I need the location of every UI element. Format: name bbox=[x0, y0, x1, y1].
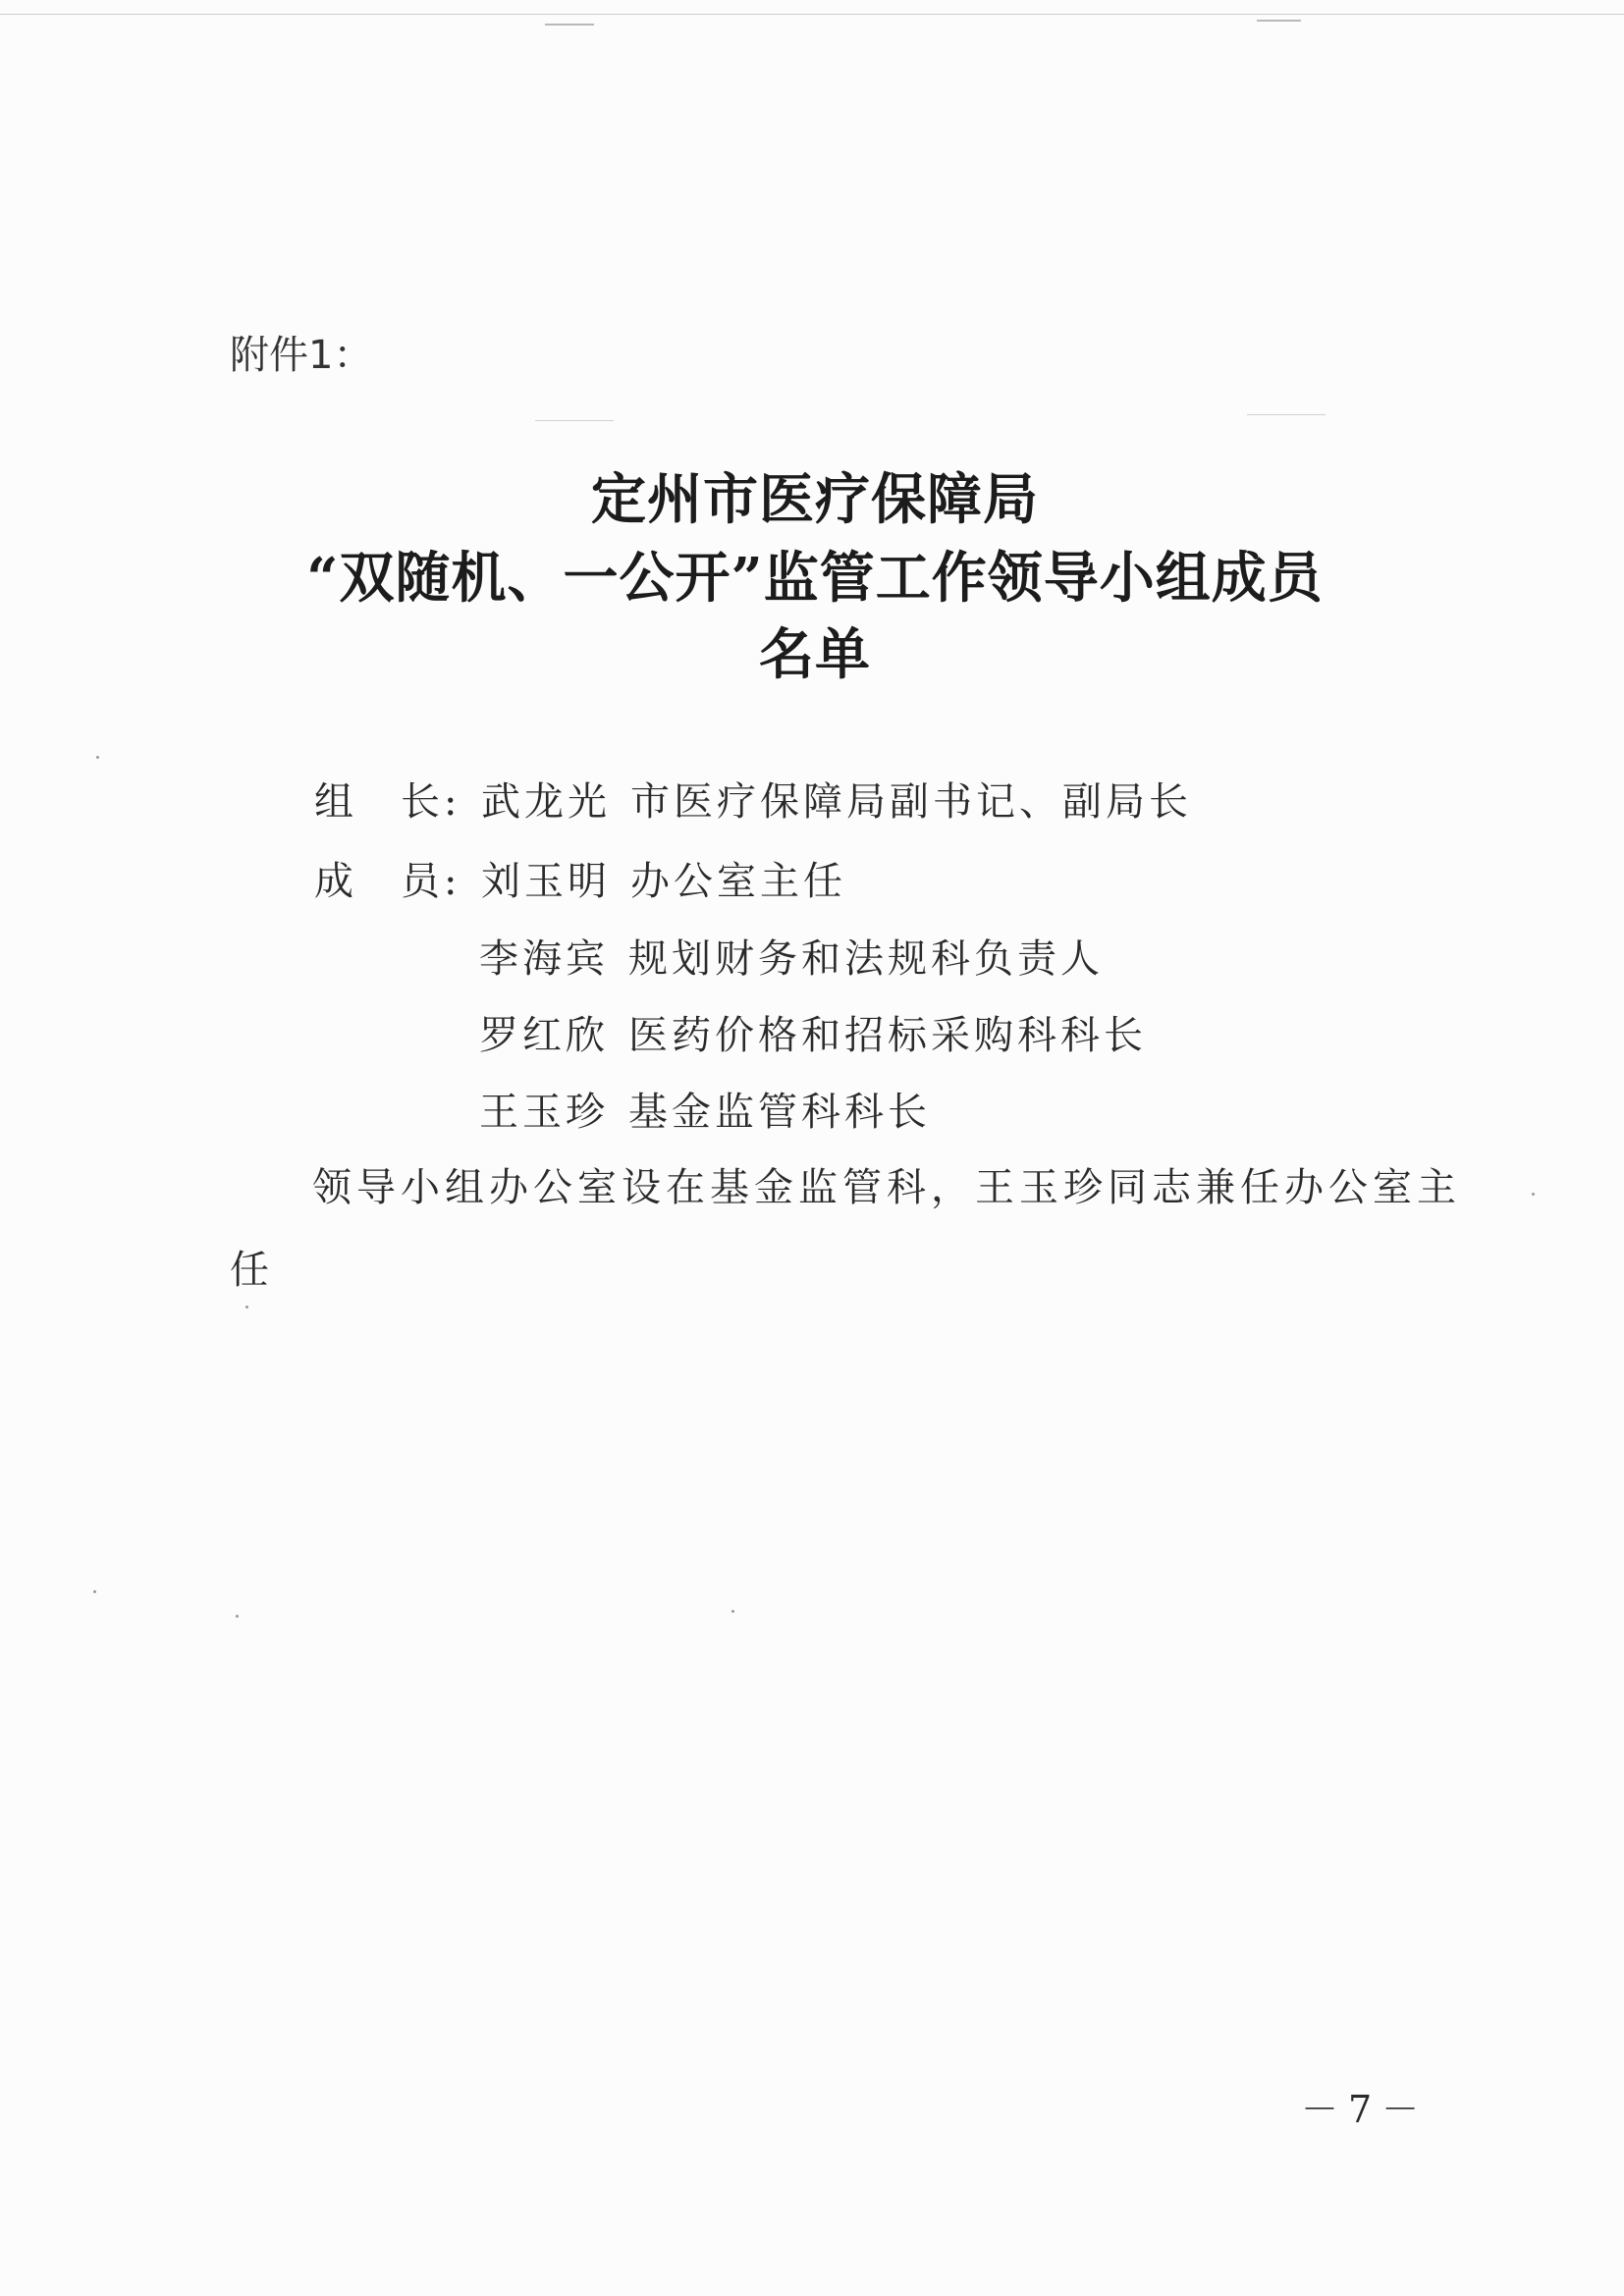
office-note: 领导小组办公室设在基金监管科，王玉珍同志兼任办公室主 bbox=[312, 1165, 1461, 1210]
office-note-continued: 任 bbox=[230, 1248, 269, 1293]
scan-line bbox=[1257, 20, 1301, 22]
member-post: 规划财务和法规科负责人 bbox=[628, 936, 1104, 982]
member-post: 办公室主任 bbox=[630, 859, 846, 904]
scan-line bbox=[535, 420, 614, 421]
document-title-line-1: 定州市医疗保障局 bbox=[591, 467, 1039, 532]
member-name: 刘玉明 bbox=[481, 859, 611, 904]
document-title-line-2: “双随机、一公开”监管工作领导小组成员 bbox=[306, 546, 1324, 611]
member-name: 罗红欣 bbox=[479, 1013, 609, 1058]
leader-name: 武龙光 bbox=[481, 779, 611, 825]
page-number: －7－ bbox=[1301, 2088, 1430, 2131]
members-role: 成 员: bbox=[314, 859, 461, 904]
member-post: 基金监管科科长 bbox=[628, 1090, 931, 1135]
leader-post: 市医疗保障局副书记、副局长 bbox=[630, 779, 1192, 825]
document-title-line-3: 名单 bbox=[759, 622, 871, 687]
scan-line bbox=[1247, 414, 1326, 415]
member-post: 医药价格和招标采购科科长 bbox=[628, 1013, 1147, 1058]
scan-speck bbox=[731, 1610, 734, 1613]
scan-speck bbox=[93, 1590, 96, 1593]
scan-line bbox=[545, 24, 594, 26]
scan-speck bbox=[96, 756, 99, 759]
scan-speck bbox=[245, 1306, 248, 1308]
scan-speck bbox=[1532, 1193, 1535, 1196]
member-name: 李海宾 bbox=[479, 936, 609, 982]
scan-speck bbox=[236, 1615, 239, 1618]
attachment-label: 附件1： bbox=[230, 333, 373, 378]
member-name: 王玉珍 bbox=[479, 1090, 609, 1135]
leader-role: 组 长: bbox=[314, 779, 461, 825]
scan-line bbox=[0, 14, 1624, 15]
